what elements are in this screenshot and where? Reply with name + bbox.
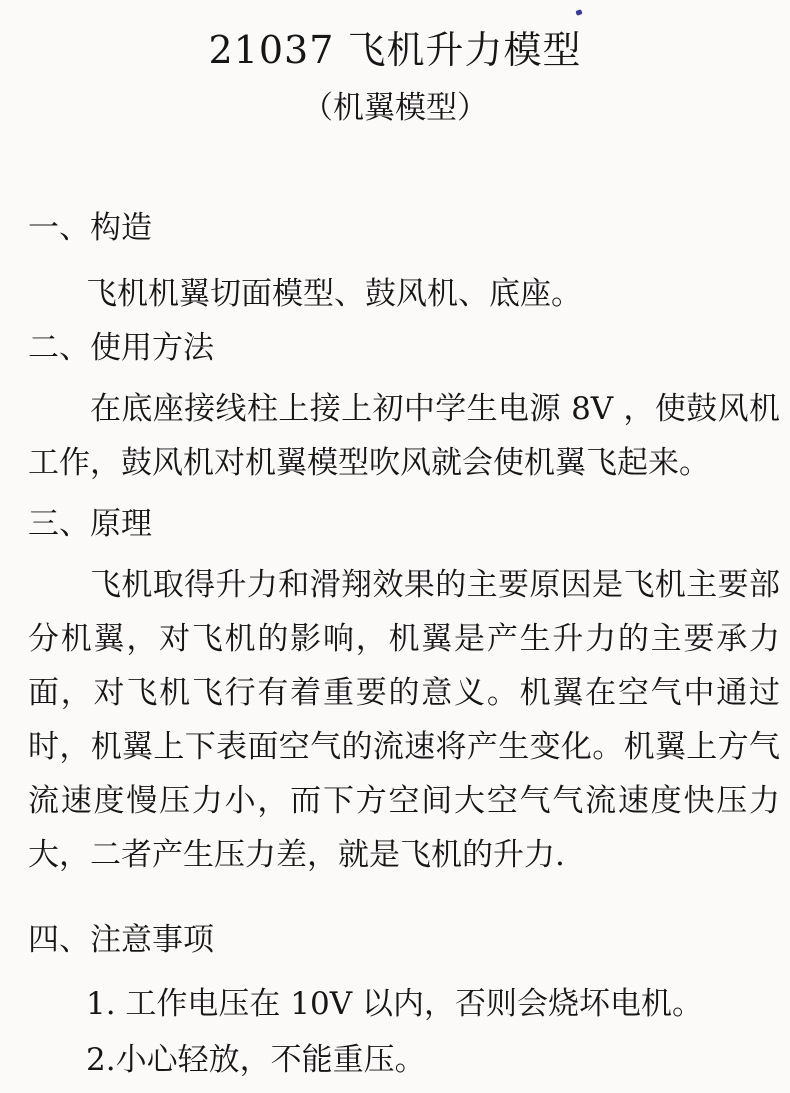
section-text-principle: 飞机取得升力和滑翔效果的主要原因是飞机主要部分机翼，对飞机的影响，机翼是产生升力的主要承力面，对飞机飞行有着重要的意义。机翼在空气中通过时，机翼上下表面空气的流速将产生变化。机翼上方气流速度慢压力小，而下方空间大空气气流速度快压力大，二者产生压力差，就是飞机的升力. [28,567,780,873]
document-title: 21037 飞机升力模型 [208,28,582,72]
ink-mark [575,9,582,16]
section-text-usage: 在底座接线柱上接上初中学生电源 8V ，使鼓风机工作，鼓风机对机翼模型吹风就会使机翼飞起来。 [28,391,780,481]
note-item: 1. 工作电压在 10V 以内，否则会烧坏电机。 [86,986,703,1022]
section-heading-principle: 三、原理 [28,506,152,542]
section-heading-notes: 四、注意事项 [28,922,214,958]
section-heading-usage: 二、使用方法 [28,330,214,366]
section-text-structure: 飞机机翼切面模型、鼓风机、底座。 [86,276,582,312]
document-subtitle: （机翼模型） [302,90,488,126]
note-item: 2.小心轻放，不能重压。 [86,1042,426,1078]
section-heading-structure: 一、构造 [28,210,152,246]
